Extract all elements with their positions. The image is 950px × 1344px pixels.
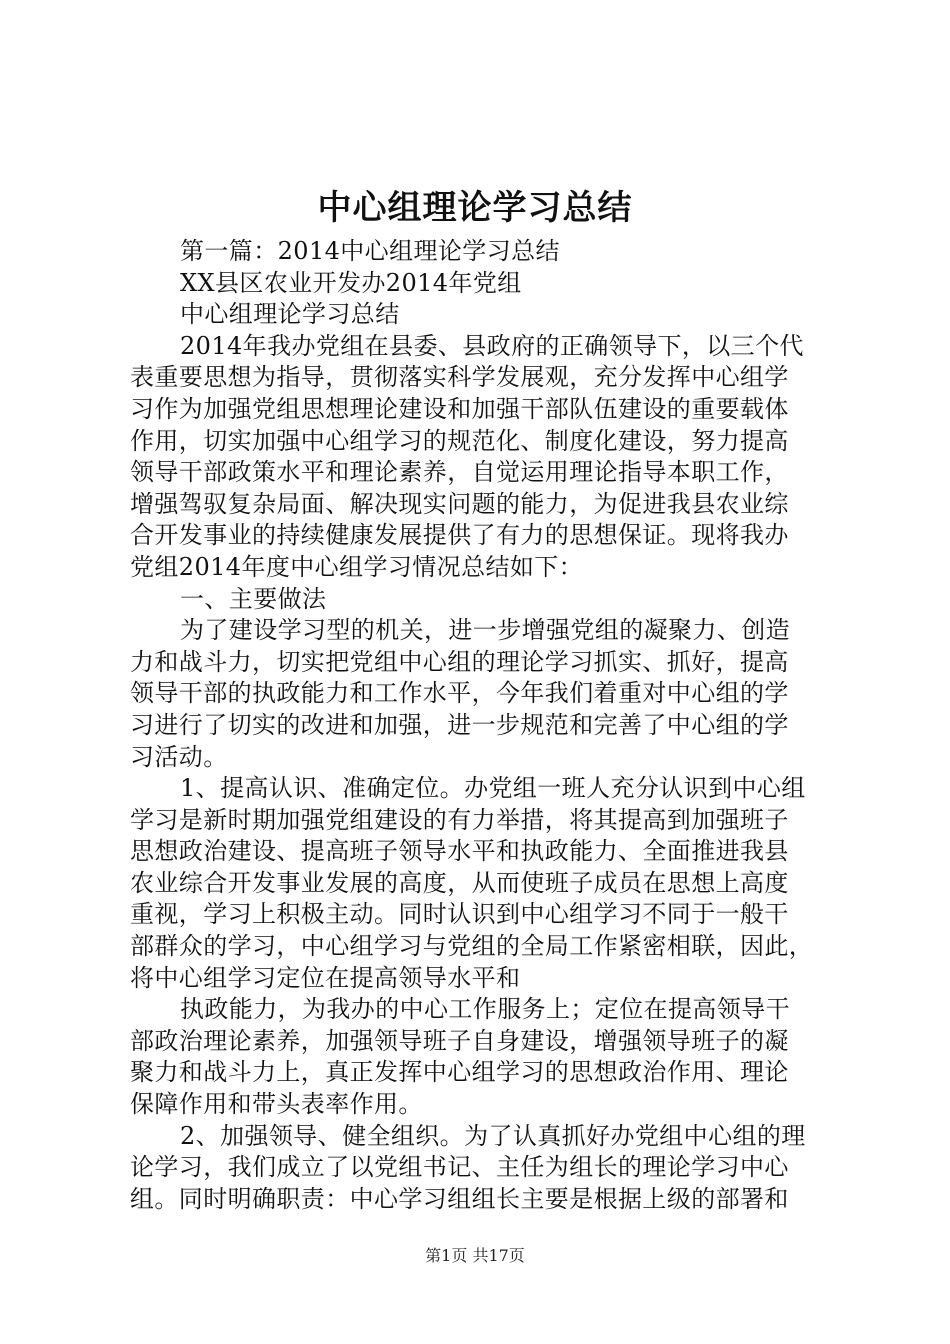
- text-line: 第一篇：2014中心组理论学习总结: [180, 237, 560, 265]
- text-line: 习活动。: [130, 742, 228, 771]
- text-line: 党组2014年度中心组学习情况总结如下：: [130, 552, 584, 581]
- text-line: 部政治理论素养，加强领导班子自身建设，增强领导班子的凝: [130, 1026, 789, 1055]
- document-title: 中心组理论学习总结: [317, 188, 633, 228]
- text-line: 论学习，我们成立了以党组书记、主任为组长的理论学习中心: [130, 1153, 789, 1182]
- page-footer: 第1页 共17页: [425, 1246, 525, 1265]
- text-line: 领导干部的执政能力和工作水平，今年我们着重对中心组的学: [130, 679, 789, 708]
- text-line: 2014年我办党组在县委、县政府的正确领导下，以三个代: [180, 331, 804, 360]
- text-line: 执政能力，为我办的中心工作服务上；定位在提高领导干: [180, 995, 790, 1024]
- text-line: 习进行了切实的改进和加强，进一步规范和完善了中心组的学: [130, 710, 789, 739]
- text-line: 1、提高认识、准确定位。办党组一班人充分认识到中心组: [180, 774, 806, 803]
- text-line: 将中心组学习定位在提高领导水平和: [130, 963, 521, 992]
- text-line: 领导干部政策水平和理论素养，自觉运用理论指导本职工作，: [130, 458, 789, 487]
- text-line: 2、加强领导、健全组织。为了认真抓好办党组中心组的理: [180, 1121, 806, 1150]
- text-line: 保障作用和带头表率作用。: [130, 1090, 423, 1119]
- text-line: 力和战斗力，切实把党组中心组的理论学习抓实、抓好，提高: [130, 647, 789, 676]
- text-line: 作用，切实加强中心组学习的规范化、制度化建设，努力提高: [130, 426, 789, 455]
- document-body: [130, 236, 840, 1215]
- text-line: 重视，学习上积极主动。同时认识到中心组学习不同于一般干: [130, 900, 789, 929]
- text-line: 学习是新时期加强党组建设的有力举措，将其提高到加强班子: [130, 805, 789, 834]
- text-line: 一、主要做法: [180, 584, 327, 613]
- text-line: 为了建设学习型的机关，进一步增强党组的凝聚力、创造: [180, 616, 790, 645]
- text-line: 增强驾驭复杂局面、解决现实问题的能力，为促进我县农业综: [130, 489, 789, 518]
- text-line: 习作为加强党组思想理论建设和加强干部队伍建设的重要载体: [130, 394, 789, 423]
- text-line: 合开发事业的持续健康发展提供了有力的思想保证。现将我办: [130, 521, 789, 550]
- text-line: XX县区农业开发办2014年党组: [180, 268, 522, 297]
- text-line: 部群众的学习，中心组学习与党组的全局工作紧密相联，因此，: [130, 932, 814, 961]
- text-line: 中心组理论学习总结: [180, 300, 400, 329]
- text-line: 农业综合开发事业发展的高度，从而使班子成员在思想上高度: [130, 868, 789, 897]
- text-line: 思想政治建设、提高班子领导水平和执政能力、全面推进我县: [130, 837, 789, 866]
- text-line: 表重要思想为指导，贯彻落实科学发展观，充分发挥中心组学: [130, 363, 789, 392]
- text-line: 组。同时明确职责：中心学习组组长主要是根据上级的部署和: [130, 1184, 789, 1213]
- text-line: 聚力和战斗力上，真正发挥中心组学习的思想政治作用、理论: [130, 1058, 789, 1087]
